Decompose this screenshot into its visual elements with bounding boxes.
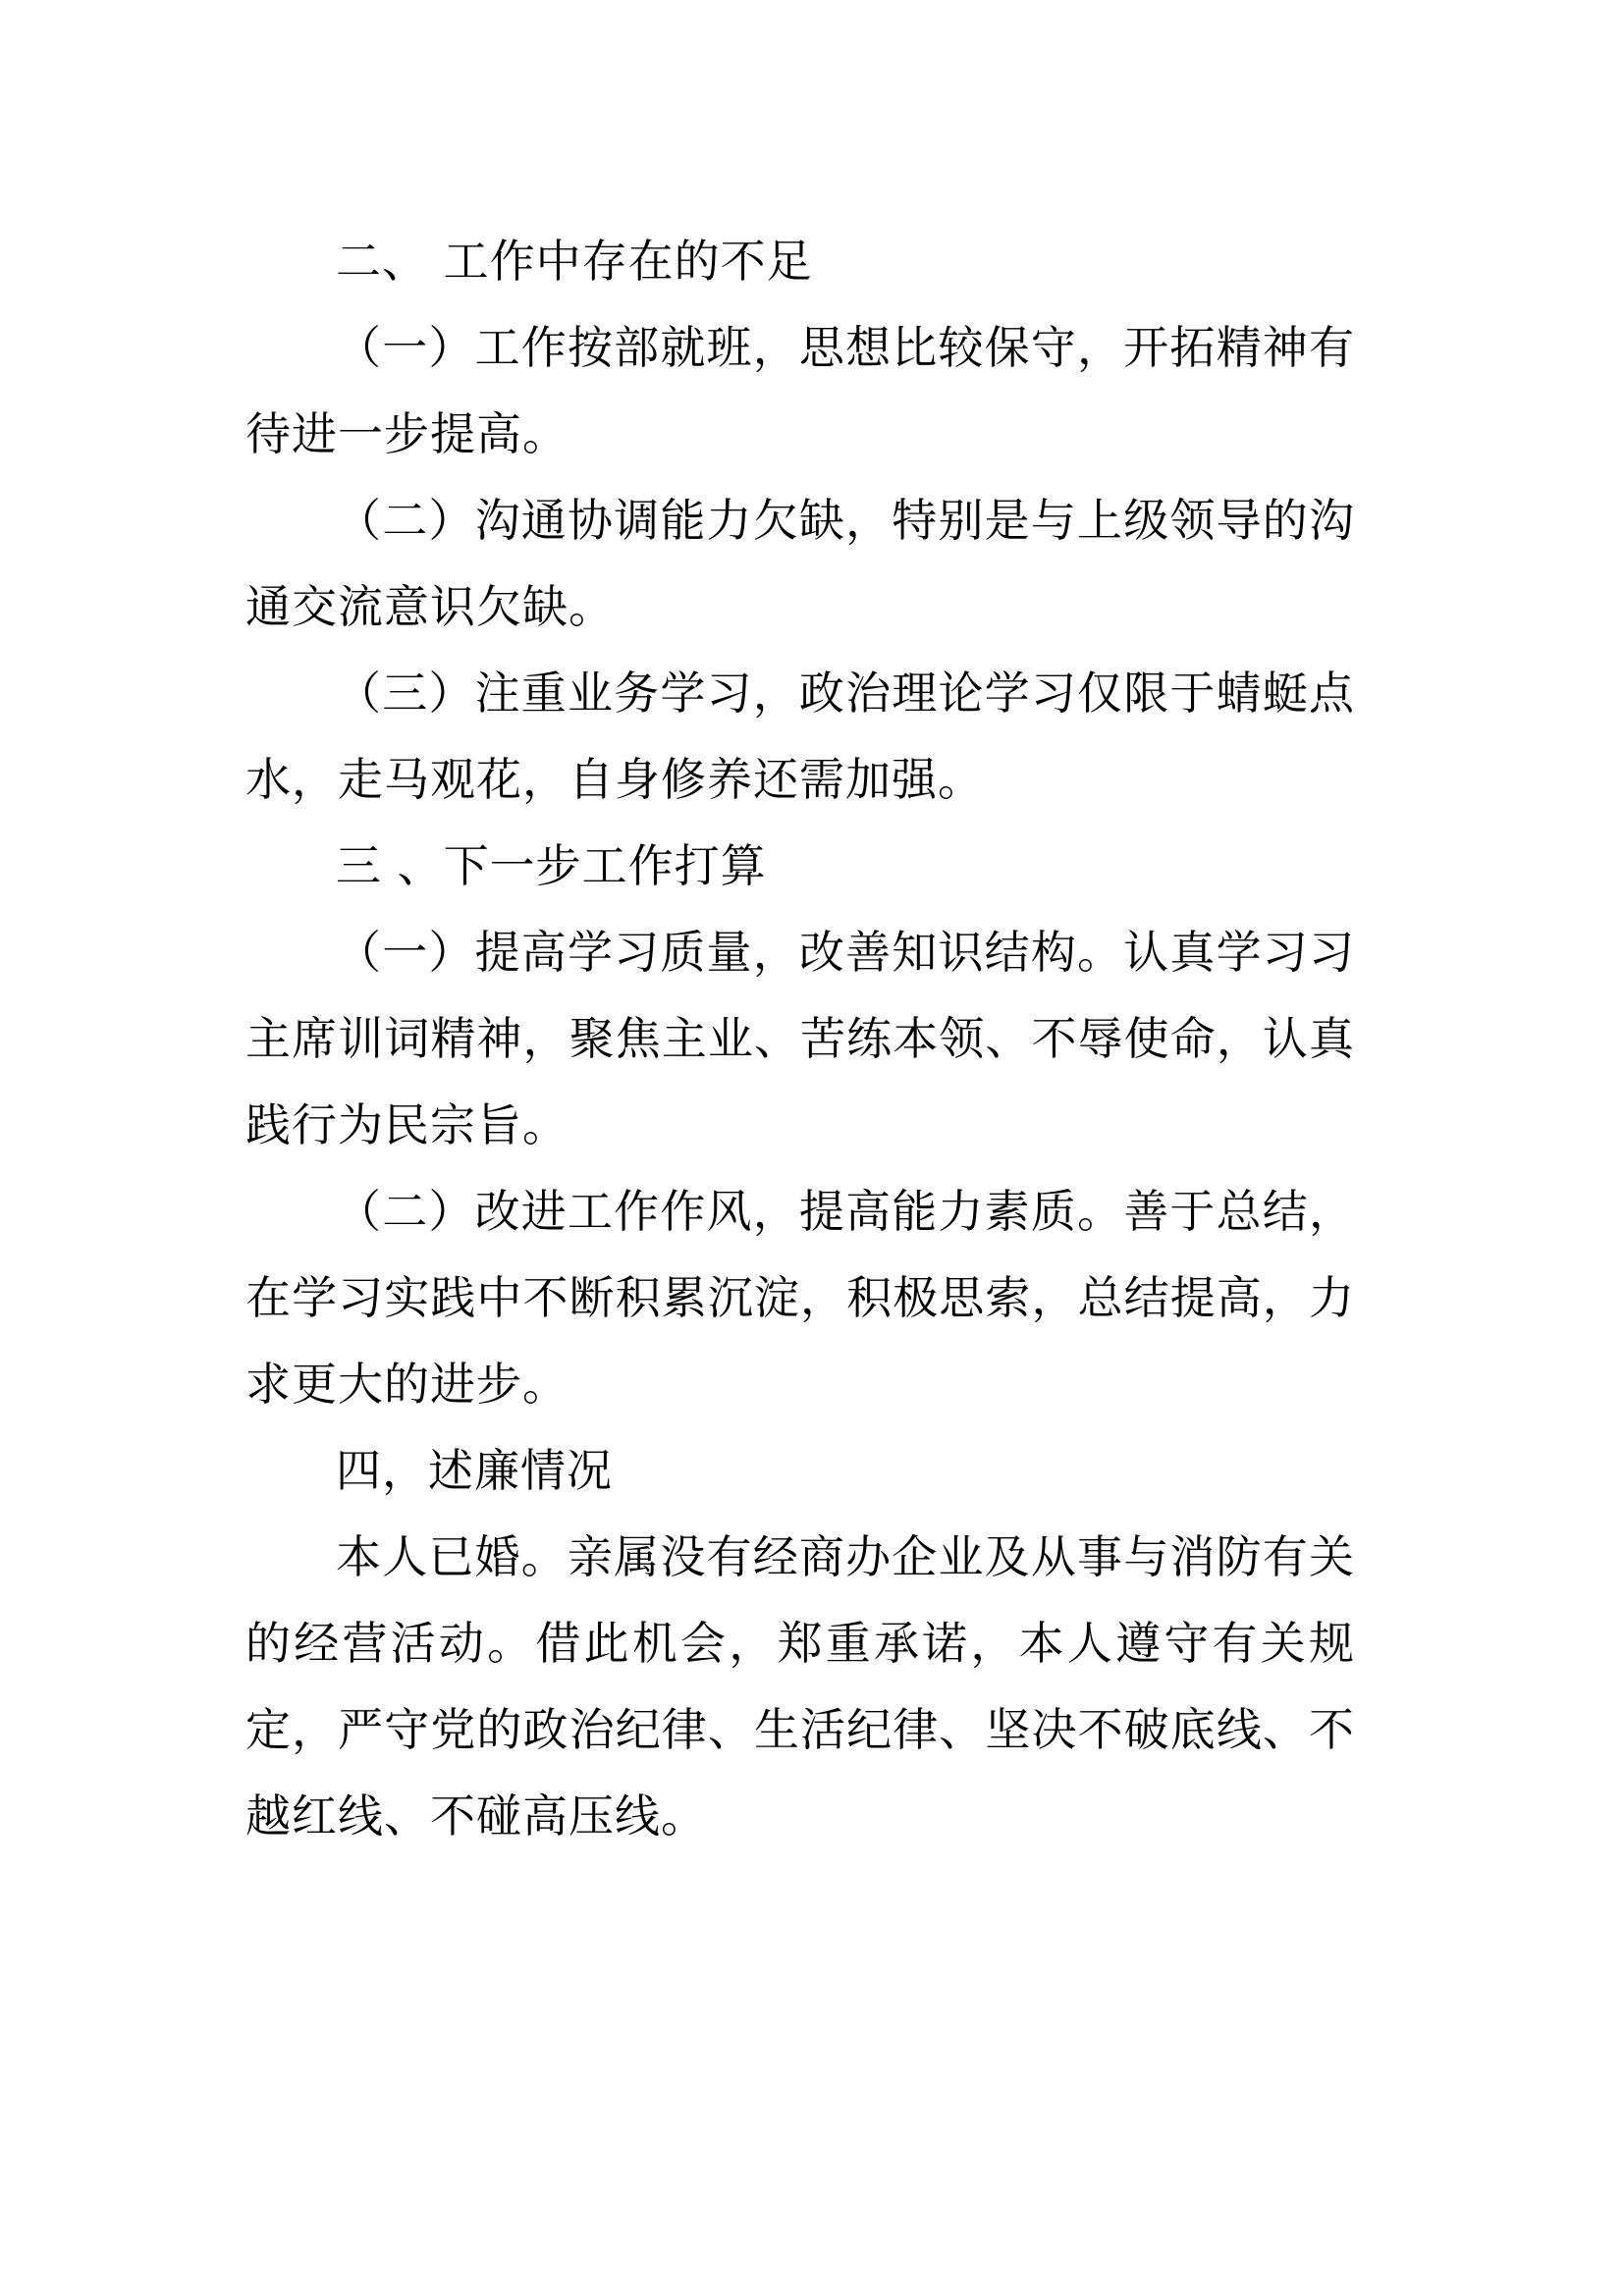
paragraph-shortcoming-2: （二）沟通协调能力欠缺，特别是与上级领导的沟通交流意识欠缺。 [245,494,1355,633]
section-heading-shortcomings: 二、 工作中存在的不足 [336,235,813,288]
document-page [245,218,1355,1859]
paragraph-shortcoming-3: （三）注重业务学习，政治理论学习仅限于蜻蜓点水，走马观花，自身修养还需加强。 [245,667,1355,806]
paragraph-next-step-1: （一）提高学习质量，改善知识结构。认真学习习主席训词精神，聚焦主业、苦练本领、不辱使命，认真践行为民宗旨。 [245,926,1355,1151]
paragraph-shortcoming-1: （一）工作按部就班，思想比较保守，开拓精神有待进一步提高。 [245,321,1355,460]
paragraph-next-step-2: （二）改进工作作风，提高能力素质。善于总结，在学习实践中不断积累沉淀，积极思索，总结提高，力求更大的进步。 [245,1185,1355,1411]
paragraph-integrity: 本人已婚。亲属没有经商办企业及从事与消防有关的经营活动。借此机会，郑重承诺，本人遵守有关规定，严守党的政治纪律、生活纪律、坚决不破底线、不越红线、不碰高压线。 [245,1530,1355,1842]
section-heading-integrity: 四，述廉情况 [336,1444,613,1497]
section-heading-next-steps: 三 、下一步工作打算 [336,839,767,892]
